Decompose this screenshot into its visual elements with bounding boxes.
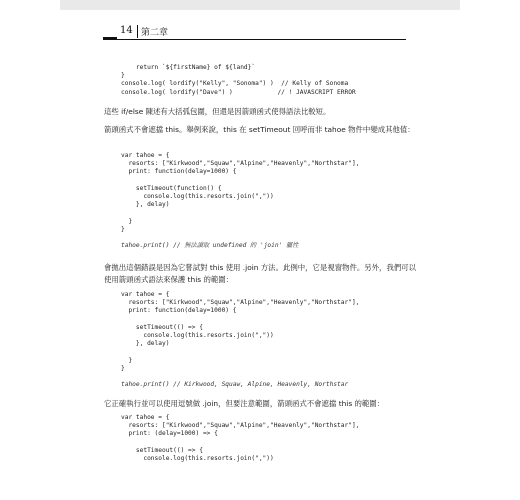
code-line: console.log( lordify("Dave") ) // ! JAVASCRIPT ERROR xyxy=(121,88,356,96)
code-line: console.log(this.resorts.join(",")) xyxy=(121,332,274,340)
code-line: }, delay) xyxy=(121,201,170,209)
code-line: var tahoe = { xyxy=(121,152,170,159)
code-line: setTimeout(() => { xyxy=(121,446,203,454)
code-line: resorts: ["Kirkwood","Squaw","Alpine","Heavenly","Northstar"], xyxy=(121,422,360,430)
code-line: } xyxy=(121,72,125,80)
page-number: 14 xyxy=(120,25,133,36)
code-line: setTimeout(() => { xyxy=(121,323,203,331)
code-line: } xyxy=(121,364,125,372)
code-line: var tahoe = { xyxy=(121,291,170,298)
code-line: print: (delay=1000) => { xyxy=(121,430,218,438)
code-line: var tahoe = { xyxy=(121,414,170,421)
code-line: return `${firstName} of ${land}` xyxy=(121,64,256,71)
code-block-1 xyxy=(121,64,356,97)
header-separator xyxy=(137,25,138,38)
code-line: tahoe.print() // Kirkwood, Squaw, Alpine, Heavenly, Northstar xyxy=(121,381,349,389)
code-line: tahoe.print() // 無法讀取 undefined 的 'join' 屬性 xyxy=(121,242,299,250)
paragraph-2: 箭頭函式不會遮擋 this。舉例來說，this 在 setTimeout 回呼而非 tahoe 物件中變成其他值： xyxy=(104,125,415,134)
code-block-3 xyxy=(121,291,359,389)
code-line: resorts: ["Kirkwood","Squaw","Alpine","Heavenly","Northstar"], xyxy=(121,299,360,307)
code-line: } xyxy=(121,356,133,364)
code-line: resorts: ["Kirkwood","Squaw","Alpine","Heavenly","Northstar"], xyxy=(121,160,360,168)
code-line: } xyxy=(121,225,125,233)
code-line: print: function(delay=1000) { xyxy=(121,307,237,315)
code-block-2 xyxy=(121,152,359,250)
code-line: console.log(this.resorts.join(",")) xyxy=(121,455,274,463)
paragraph-4: 它正確執行並可以使用逗號做 .join，但要注意範圍，箭頭函式不會遮擋 this 的範圍： xyxy=(104,399,385,408)
code-line: console.log( lordify("Kelly", "Sonoma") ) // Kelly of Sonoma xyxy=(121,80,349,88)
paragraph-3: 會拋出這個錯誤是因為它嘗試對 this 使用 .join 方法。此例中，它是視窗物件。另外，我們可以使用箭頭函式語法來保護 this 的範圍： xyxy=(104,263,417,284)
code-line: } xyxy=(121,217,133,225)
header-rule xyxy=(103,39,406,40)
code-line: setTimeout(function() { xyxy=(121,184,222,192)
code-line: print: function(delay=1000) { xyxy=(121,168,237,176)
code-line: }, delay) xyxy=(121,340,170,348)
code-line: console.log(this.resorts.join(",")) xyxy=(121,193,274,201)
top-band xyxy=(60,0,460,10)
chapter-title: 第二章 xyxy=(141,28,169,38)
code-block-4 xyxy=(121,414,359,463)
paragraph-1: 這些 if/else 陳述有大括弧包圍，但還是因箭頭函式使得語法比較短。 xyxy=(104,107,331,116)
